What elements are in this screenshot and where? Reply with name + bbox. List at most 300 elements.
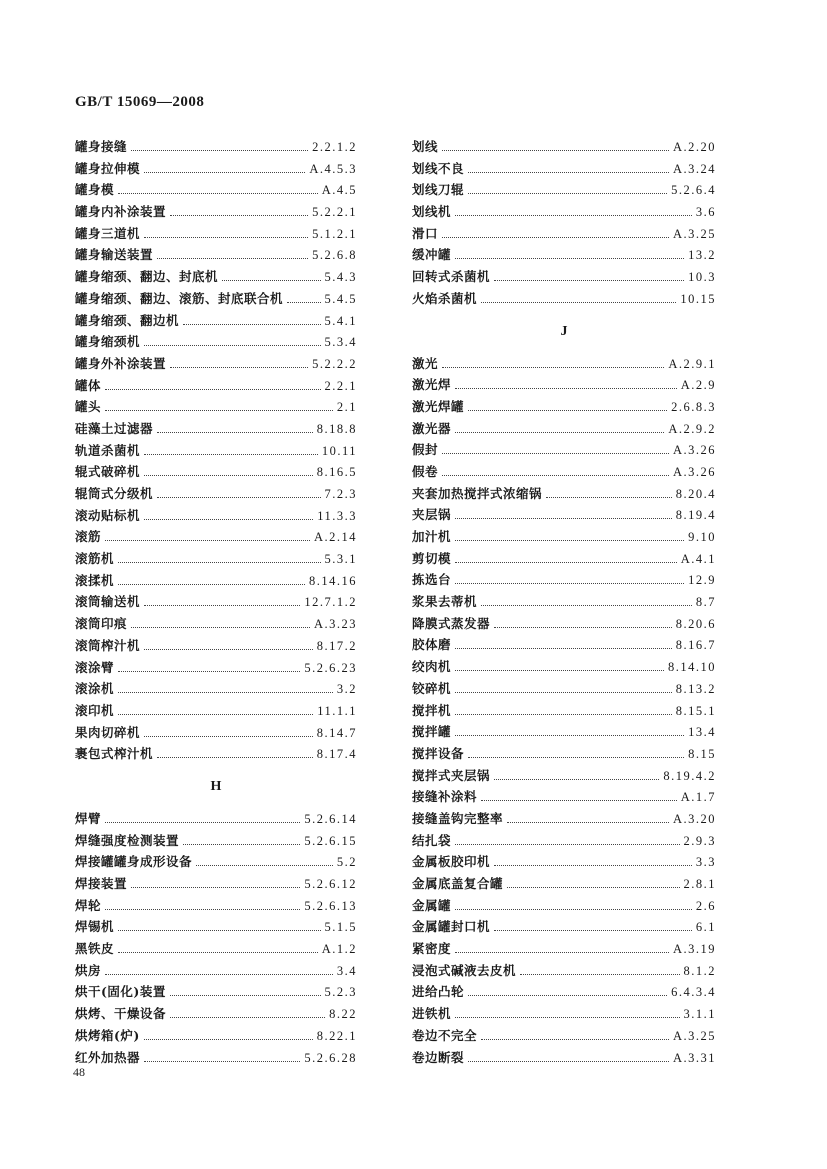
dot-leader xyxy=(442,355,664,368)
index-entry xyxy=(75,743,357,765)
index-reference: 5.2.2.1 xyxy=(312,205,357,220)
index-term: 滚筒榨汁机 xyxy=(75,637,141,653)
index-reference: 2.2.1 xyxy=(324,378,357,393)
dot-leader xyxy=(494,615,672,628)
index-term: 搅拌设备 xyxy=(412,745,465,761)
index-entry xyxy=(412,851,716,873)
index-reference: 10.3 xyxy=(688,270,716,285)
index-term: 红外加热器 xyxy=(75,1049,141,1065)
index-reference: A.2.9.2 xyxy=(668,421,716,436)
index-reference: 3.4 xyxy=(336,963,357,978)
index-term: 焊缝强度检测装置 xyxy=(75,832,180,848)
index-term: 罐身缩颈、翻边、滚筋、封底联合机 xyxy=(75,290,284,306)
dot-leader xyxy=(455,550,677,563)
dot-leader xyxy=(455,658,664,671)
index-reference: 2.8.1 xyxy=(683,877,716,891)
dot-leader xyxy=(144,1049,300,1062)
dot-leader xyxy=(118,572,305,585)
dot-leader xyxy=(442,138,669,151)
index-entry xyxy=(412,353,716,375)
index-reference: 8.16.5 xyxy=(316,465,357,480)
index-reference: 5.2.6.4 xyxy=(671,183,716,198)
index-entry xyxy=(75,1047,357,1069)
index-reference: A.3.19 xyxy=(672,942,716,957)
index-entry xyxy=(412,504,716,526)
index-entry xyxy=(412,223,716,245)
index-reference: A.2.9.1 xyxy=(668,356,716,371)
index-entry xyxy=(75,440,357,462)
index-reference: 8.20.4 xyxy=(675,486,716,501)
index-reference: 3.1.1 xyxy=(683,1007,716,1022)
index-reference: A.1.2 xyxy=(321,942,357,957)
index-term: 罐头 xyxy=(75,399,102,415)
index-reference: A.3.23 xyxy=(313,617,357,632)
index-entry xyxy=(75,700,357,722)
index-term: 回转式杀菌机 xyxy=(412,269,491,285)
index-reference: 5.2.6.15 xyxy=(304,833,357,848)
index-term: 浆果去蒂机 xyxy=(412,594,478,610)
index-reference: A.3.31 xyxy=(672,1050,716,1065)
index-entry xyxy=(75,895,357,917)
index-entry xyxy=(412,981,716,1003)
index-reference: 5.4.3 xyxy=(324,270,357,285)
index-term: 罐身输送装置 xyxy=(75,247,154,263)
dot-leader xyxy=(157,246,308,259)
document-header: GB/T 15069—2008 xyxy=(75,94,205,110)
index-reference: 5.4.1 xyxy=(324,313,357,328)
dot-leader xyxy=(105,398,333,411)
dot-leader xyxy=(481,593,692,606)
index-reference: 8.16.7 xyxy=(675,638,716,653)
dot-leader xyxy=(287,290,320,303)
dot-leader xyxy=(118,918,320,931)
index-term: 紧密度 xyxy=(412,941,452,957)
index-term: 加汁机 xyxy=(412,529,452,544)
dot-leader xyxy=(170,1005,325,1018)
index-reference: 6.1 xyxy=(695,920,716,935)
index-term: 果肉切碎机 xyxy=(75,724,141,740)
index-entry xyxy=(412,700,716,722)
index-term: 火焰杀菌机 xyxy=(412,290,478,306)
section-letter-h: H xyxy=(210,778,222,794)
dot-leader xyxy=(442,225,669,238)
index-entry xyxy=(412,830,716,852)
index-term: 滚筋 xyxy=(75,529,102,545)
index-entry xyxy=(75,635,357,657)
index-entry xyxy=(412,1025,716,1047)
index-term: 滚筒印痕 xyxy=(75,616,128,632)
index-term: 胶体磨 xyxy=(412,637,452,653)
dot-leader xyxy=(157,485,320,498)
index-term: 激光焊罐 xyxy=(412,398,465,414)
dot-leader xyxy=(144,724,313,737)
dot-leader xyxy=(157,745,313,758)
right-entries xyxy=(412,136,716,310)
index-entry xyxy=(412,569,716,591)
index-reference: A.3.25 xyxy=(672,226,716,241)
index-entry xyxy=(75,591,357,613)
index-term: 划线刀辊 xyxy=(412,182,465,198)
index-entry xyxy=(75,505,357,527)
index-entry xyxy=(412,439,716,461)
index-reference: 5.2.6.12 xyxy=(304,877,357,891)
dot-leader xyxy=(118,680,333,693)
index-term: 金属板胶印机 xyxy=(412,854,491,870)
index-entry xyxy=(412,678,716,700)
index-term: 黑铁皮 xyxy=(75,941,115,957)
dot-leader xyxy=(468,398,667,411)
index-entry xyxy=(412,201,716,223)
dot-leader xyxy=(131,138,308,151)
index-reference: A.3.25 xyxy=(672,1028,716,1043)
index-reference: 8.15.1 xyxy=(675,703,716,718)
index-reference: A.1.7 xyxy=(680,790,716,805)
index-term: 烘房 xyxy=(75,962,102,978)
dot-leader xyxy=(455,832,679,845)
dot-leader xyxy=(455,702,672,715)
index-term: 焊锡机 xyxy=(75,919,115,935)
index-term: 划线 xyxy=(412,139,439,154)
index-reference: 3.6 xyxy=(695,205,716,220)
index-reference: 6.4.3.4 xyxy=(671,985,716,1000)
dot-leader xyxy=(455,376,677,389)
dot-leader xyxy=(494,853,692,866)
dot-leader xyxy=(455,680,672,693)
section-h-entries xyxy=(75,808,357,1068)
index-term: 罐身模 xyxy=(75,182,115,198)
dot-leader xyxy=(468,181,667,194)
dot-leader xyxy=(118,940,318,953)
index-term: 罐身缩颈机 xyxy=(75,334,141,350)
dot-leader xyxy=(144,442,318,455)
index-reference: A.4.1 xyxy=(680,551,716,566)
index-term: 罐身三道机 xyxy=(75,225,141,241)
index-reference: 8.7 xyxy=(695,595,716,610)
index-term: 假封 xyxy=(412,442,439,458)
index-reference: 11.1.1 xyxy=(317,703,357,718)
index-term: 滚涂臂 xyxy=(75,659,115,675)
index-term: 辊筒式分级机 xyxy=(75,486,154,501)
index-term: 烘烤、干燥设备 xyxy=(75,1006,167,1022)
index-entry xyxy=(412,288,716,310)
index-reference: 8.14.7 xyxy=(316,725,357,740)
index-entry xyxy=(412,808,716,830)
dot-leader xyxy=(507,810,669,823)
index-entry xyxy=(412,895,716,917)
dot-leader xyxy=(222,268,320,281)
index-term: 罐身接缝 xyxy=(75,139,128,154)
section-j-entries xyxy=(412,353,716,1069)
index-entry xyxy=(75,938,357,960)
index-term: 接缝盖钩完整率 xyxy=(412,810,504,826)
index-reference: A.3.26 xyxy=(672,464,716,479)
index-entry xyxy=(75,179,357,201)
dot-leader xyxy=(455,528,684,541)
dot-leader xyxy=(144,333,320,346)
index-term: 滚揉机 xyxy=(75,572,115,588)
index-entry xyxy=(412,743,716,765)
index-term: 烘干(固化)装置 xyxy=(75,984,166,1000)
dot-leader xyxy=(455,571,684,584)
dot-leader xyxy=(442,463,669,476)
index-entry xyxy=(75,830,357,852)
index-term: 罐身缩颈、翻边、封底机 xyxy=(75,269,219,285)
index-entry xyxy=(412,634,716,656)
index-entry xyxy=(75,223,357,245)
index-term: 罐体 xyxy=(75,377,102,393)
index-term: 滚筒输送机 xyxy=(75,594,141,610)
index-term: 罐身缩颈、翻边机 xyxy=(75,312,180,328)
index-reference: 5.2.6.28 xyxy=(304,1050,357,1065)
index-term: 夹层锅 xyxy=(412,507,452,523)
left-column xyxy=(75,136,357,1068)
index-term: 绞肉机 xyxy=(412,659,452,675)
dot-leader xyxy=(520,962,679,975)
dot-leader xyxy=(455,636,672,649)
index-reference: 5.2.3 xyxy=(324,985,357,1000)
index-reference: 8.20.6 xyxy=(675,616,716,631)
dot-leader xyxy=(118,659,300,672)
index-term: 浸泡式碱液去皮机 xyxy=(412,962,517,978)
index-term: 轨道杀菌机 xyxy=(75,442,141,458)
index-entry xyxy=(412,1047,716,1069)
index-entry xyxy=(75,526,357,548)
index-entry xyxy=(75,353,357,375)
index-term: 搅拌机 xyxy=(412,702,452,718)
index-reference: 3.3 xyxy=(695,855,716,870)
index-reference: 12.9 xyxy=(688,573,716,588)
index-reference: 5.2.6.14 xyxy=(304,811,357,826)
index-reference: A.4.5.3 xyxy=(309,161,357,176)
index-entry xyxy=(75,331,357,353)
index-reference: 8.17.4 xyxy=(316,747,357,762)
dot-leader xyxy=(144,463,313,476)
index-reference: 8.14.10 xyxy=(668,660,716,675)
dot-leader xyxy=(442,441,669,454)
index-reference: 8.14.16 xyxy=(309,573,357,588)
index-term: 金属罐封口机 xyxy=(412,919,491,935)
index-entry xyxy=(75,266,357,288)
index-reference: 10.15 xyxy=(680,291,716,306)
dot-leader xyxy=(468,160,669,173)
dot-leader xyxy=(170,983,321,996)
index-entry xyxy=(412,158,716,180)
index-reference: 5.2 xyxy=(336,855,357,870)
index-reference: 8.19.4 xyxy=(675,508,716,523)
index-entry xyxy=(412,591,716,613)
dot-leader xyxy=(170,203,308,216)
index-term: 滑口 xyxy=(412,225,439,241)
index-entry xyxy=(412,526,716,548)
index-term: 缓冲罐 xyxy=(412,247,452,263)
index-entry xyxy=(412,765,716,787)
index-term: 罐身外补涂装置 xyxy=(75,355,167,371)
index-reference: 2.2.1.2 xyxy=(312,140,357,154)
index-term: 激光器 xyxy=(412,420,452,436)
index-reference: 8.15 xyxy=(688,746,716,761)
dot-leader xyxy=(144,160,305,173)
dot-leader xyxy=(105,962,333,975)
index-reference: 5.2.2.2 xyxy=(312,356,357,371)
index-entry xyxy=(412,396,716,418)
dot-leader xyxy=(105,528,310,541)
index-entry xyxy=(412,374,716,396)
index-reference: 8.1.2 xyxy=(683,963,716,978)
index-entry xyxy=(412,960,716,982)
dot-leader xyxy=(144,225,308,238)
dot-leader xyxy=(546,485,672,498)
index-entry xyxy=(75,483,357,505)
index-entry xyxy=(75,722,357,744)
index-entry xyxy=(75,981,357,1003)
index-term: 搅拌式夹层锅 xyxy=(412,767,491,783)
index-entry xyxy=(412,548,716,570)
index-term: 夹套加热搅拌式浓缩锅 xyxy=(412,485,543,501)
index-reference: A.3.24 xyxy=(672,161,716,176)
index-term: 搅拌罐 xyxy=(412,724,452,740)
index-entry xyxy=(75,396,357,418)
index-entry xyxy=(75,201,357,223)
dot-leader xyxy=(455,1005,679,1018)
index-reference: 11.3.3 xyxy=(317,508,357,523)
dot-leader xyxy=(494,918,692,931)
index-term: 拣选台 xyxy=(412,572,452,588)
index-term: 滚动贴标机 xyxy=(75,507,141,523)
dot-leader xyxy=(468,1049,669,1062)
index-entry xyxy=(75,678,357,700)
index-entry xyxy=(75,244,357,266)
index-entry xyxy=(75,1003,357,1025)
index-term: 卷边不完全 xyxy=(412,1027,478,1043)
index-term: 滚筋机 xyxy=(75,551,115,567)
dot-leader xyxy=(481,1027,669,1040)
dot-leader xyxy=(105,810,300,823)
dot-leader xyxy=(131,875,300,888)
index-entry xyxy=(75,288,357,310)
index-term: 罐身内补涂装置 xyxy=(75,204,167,220)
index-reference: 10.11 xyxy=(321,443,357,458)
index-reference: 5.2.6.8 xyxy=(312,248,357,263)
index-reference: 5.3.4 xyxy=(324,335,357,350)
dot-leader xyxy=(481,788,677,801)
dot-leader xyxy=(455,506,672,519)
index-entry xyxy=(412,266,716,288)
index-reference: 2.9.3 xyxy=(683,833,716,848)
dot-leader xyxy=(468,745,684,758)
index-entry xyxy=(75,960,357,982)
index-entry xyxy=(75,613,357,635)
dot-leader xyxy=(131,615,310,628)
index-reference: 8.17.2 xyxy=(316,638,357,653)
dot-leader xyxy=(144,1027,313,1040)
index-entry xyxy=(75,418,357,440)
index-term: 剪切模 xyxy=(412,550,452,566)
index-entry xyxy=(75,570,357,592)
index-term: 激光 xyxy=(412,355,439,371)
dot-leader xyxy=(455,723,684,736)
index-entry xyxy=(412,938,716,960)
index-reference: A.3.26 xyxy=(672,443,716,458)
index-term: 焊接罐罐身成形设备 xyxy=(75,854,193,870)
index-term: 铰碎机 xyxy=(412,680,452,696)
dot-leader xyxy=(144,637,313,650)
index-reference: 5.3.1 xyxy=(324,552,357,567)
index-entry xyxy=(412,1003,716,1025)
index-reference: 13.2 xyxy=(688,248,716,263)
index-entry xyxy=(75,657,357,679)
index-entry xyxy=(75,461,357,483)
index-reference: A.2.9 xyxy=(680,378,716,393)
dot-leader xyxy=(118,702,313,715)
index-term: 接缝补涂料 xyxy=(412,789,478,805)
dot-leader xyxy=(455,203,692,216)
dot-leader xyxy=(468,983,667,996)
dot-leader xyxy=(494,268,684,281)
dot-leader xyxy=(170,355,308,368)
left-entries xyxy=(75,136,357,765)
dot-leader xyxy=(105,377,320,390)
index-reference: 2.6.8.3 xyxy=(671,399,716,414)
index-term: 进给凸轮 xyxy=(412,984,465,1000)
index-entry xyxy=(75,1025,357,1047)
page-number: 48 xyxy=(73,1065,85,1079)
dot-leader xyxy=(196,853,333,866)
index-reference: 12.7.1.2 xyxy=(304,595,357,610)
index-term: 硅藻土过滤器 xyxy=(75,420,154,436)
index-reference: 2.6 xyxy=(695,898,716,913)
index-entry xyxy=(75,873,357,895)
index-term: 辊式破碎机 xyxy=(75,464,141,480)
index-entry xyxy=(412,613,716,635)
dot-leader xyxy=(144,507,313,520)
index-entry xyxy=(412,656,716,678)
index-term: 降膜式蒸发器 xyxy=(412,615,491,631)
index-reference: 8.22.1 xyxy=(316,1028,357,1043)
index-term: 金属罐 xyxy=(412,897,452,913)
dot-leader xyxy=(455,940,669,953)
index-term: 进铁机 xyxy=(412,1006,452,1022)
index-entry xyxy=(412,483,716,505)
dot-leader xyxy=(105,897,300,910)
index-entry xyxy=(75,916,357,938)
index-reference: 5.1.2.1 xyxy=(312,226,357,241)
index-entry xyxy=(75,310,357,332)
dot-leader xyxy=(455,897,692,910)
dot-leader xyxy=(494,767,659,780)
index-reference: 8.19.4.2 xyxy=(663,768,716,783)
index-term: 结扎袋 xyxy=(412,832,452,848)
index-entry xyxy=(75,158,357,180)
index-term: 划线机 xyxy=(412,204,452,220)
index-entry xyxy=(412,873,716,895)
dot-leader xyxy=(157,420,313,433)
index-reference: 2.1 xyxy=(336,400,357,415)
index-term: 焊臂 xyxy=(75,810,102,826)
index-entry xyxy=(412,418,716,440)
index-entry xyxy=(412,721,716,743)
dot-leader xyxy=(481,290,676,303)
index-entry xyxy=(75,136,357,158)
index-entry xyxy=(412,461,716,483)
index-reference: A.3.20 xyxy=(672,811,716,826)
index-reference: A.2.20 xyxy=(672,140,716,154)
index-entry xyxy=(75,851,357,873)
index-entry xyxy=(75,548,357,570)
index-entry xyxy=(412,916,716,938)
index-reference: A.4.5 xyxy=(321,183,357,198)
index-entry xyxy=(75,375,357,397)
section-letter-j: J xyxy=(560,323,568,339)
